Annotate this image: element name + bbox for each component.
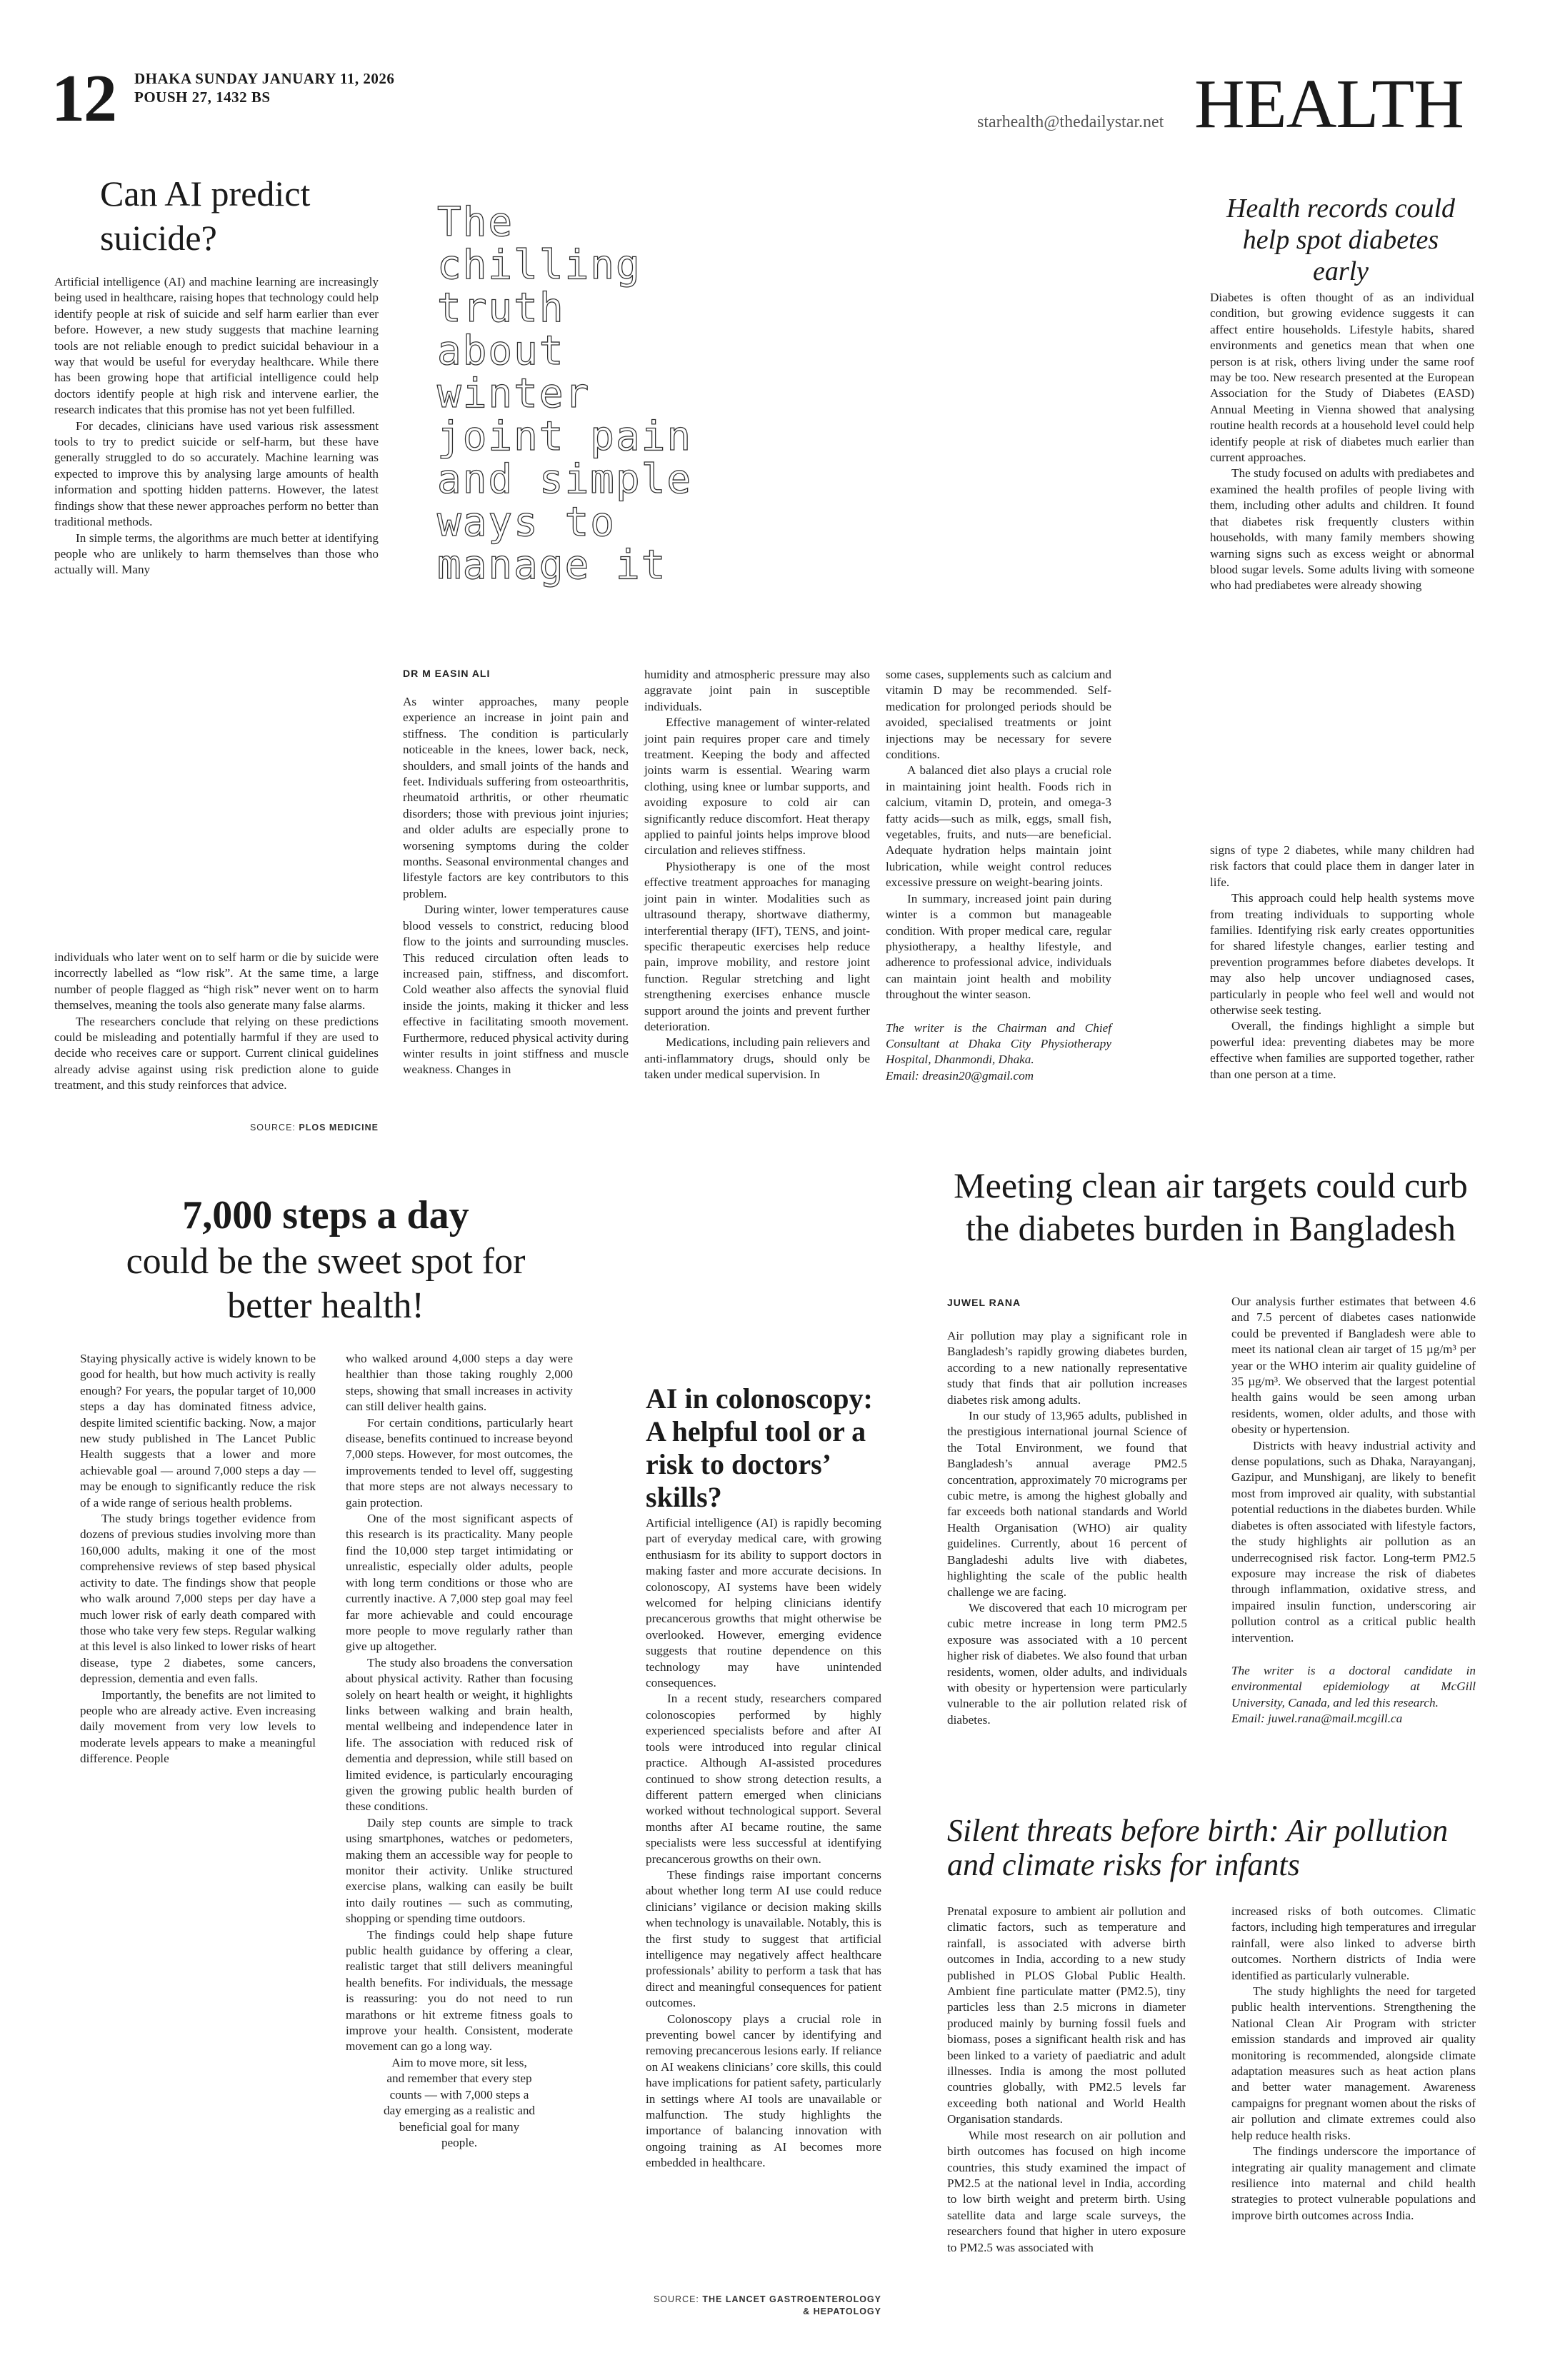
writer-note: The writer is a doctoral candidate in environmental epidemiology at McGill University, Canada, and led this research. bbox=[1231, 1663, 1476, 1709]
byline-clean-air: JUWEL RANA bbox=[947, 1297, 1021, 1308]
title-line: ways to bbox=[437, 499, 616, 546]
paragraph: The study focused on adults with prediabetes and examined the health profiles of people living with them, including other adults and children. It found that diabetes risk frequently clusters within households, with many family members showing warning signs such as excess weight or abnormal blood sugar levels. Some adults living with someone who had prediabetes were already showing bbox=[1210, 466, 1474, 593]
article-title-ai-suicide: Can AI predict suicide? bbox=[100, 174, 311, 258]
paragraph: The study also broadens the conversation about physical activity. Rather than focusing solely on heart health or weight, it highlights links between walking and brain health, mental wellbeing and independence later in life. The association with reduced risk of dementia and depression, while still based on limited evidence, is particularly encouraging given the growing public health burden of these conditions. bbox=[346, 1655, 573, 1814]
paragraph: This approach could help health systems move from treating individuals to supporting whole families. Identifying risk early creates opportunities for shared lifestyle changes, earlier testing and prevention programmes before diabetes develops. It may also help uncover undiagnosed cases, particularly in people who feel well and would not otherwise seek testing. bbox=[1210, 891, 1474, 1018]
article-body-ai-suicide-2 bbox=[54, 950, 379, 1094]
paragraph: The findings could help shape future public health guidance by offering a clear, realistic target that still delivers meaningful health benefits. For individuals, the message is reassuring: you do not need to run marathons or hit extreme fitness goals to improve your health. Consistent, moderate movement can go a long way. bbox=[346, 1927, 573, 2054]
paragraph: In our study of 13,965 adults, published in the prestigious international journal Science of the Total Environment, we found that Bangladesh’s annual average PM2.5 concentration, approximately 70 micrograms per cubic metre, is among the highest globally and far exceeds both national standards and World Health Organisation (WHO) air quality guidelines. Currently, about 16 percent of Bangladeshi adults live with diabetes, highlighting the scale of the public health challenge we are facing. bbox=[947, 1409, 1187, 1599]
paragraph-closing: Aim to move more, sit less, and remember that every step counts — with 7,000 steps a day emerging as a realistic and beneficial goal for many people. bbox=[383, 2055, 536, 2149]
date-line: DHAKA SUNDAY JANUARY 11, 2026 bbox=[134, 70, 395, 87]
title-line: chilling bbox=[437, 242, 641, 288]
paragraph: In summary, increased joint pain during winter is a common but manageable condition. With proper medical care, regular physiotherapy, a healthy lifestyle, and adherence to professional advice, individuals can maintain joint health and mobility throughout the winter season. bbox=[886, 891, 1111, 1002]
article-body-steps-col-2 bbox=[346, 1351, 573, 2151]
paragraph: The findings underscore the importance of integrating air quality management and climate resilience into maternal and child health strategies to protect vulnerable populations and improve birth outcomes across India. bbox=[1231, 2144, 1476, 2222]
paragraph: The study highlights the need for targeted public health interventions. Strengthening the National Clean Air Program with stricter emission standards and improved air quality monitoring is recommended, alongside climate adaptation measures such as heat action plans and better water management. Awareness campaigns for pregnant women about the risks of air pollution and climate extremes could also help reduce health risks. bbox=[1231, 1984, 1476, 2142]
article-title-winter-joint bbox=[437, 201, 766, 587]
paragraph: Our analysis further estimates that between 4.6 and 7.5 percent of diabetes cases nationwide could be prevented if Bangladesh were able to meet its national clean air target of 15 µg/m³ per year or the WHO interim air quality guideline of 35 µg/m³. We observed that the largest potential health gains would be seen among urban residents, women, older adults, and those with obesity or hypertension. bbox=[1231, 1295, 1476, 1437]
title-line: could be the sweet spot for better health! bbox=[126, 1241, 526, 1326]
article-body-winter-col-1 bbox=[403, 694, 629, 1078]
paragraph: Artificial intelligence (AI) is rapidly becoming part of everyday medical care, with growing enthusiasm for its ability to support doctors in making faster and more accurate decisions. In colonoscopy, AI systems have been widely welcomed for helping clinicians identify precancerous growths that might otherwise be overlooked. However, emerging evidence suggests that routine dependence on this technology may have unintended consequences. bbox=[646, 1516, 881, 1690]
paragraph: Districts with heavy industrial activity and dense populations, such as Dhaka, Narayanganj, Gazipur, and Munshiganj, are likely to benefit most from improved air quality, with substantial potential reductions in the diabetes burden. While diabetes is often associated with lifestyle factors, the study highlights air pollution as an underrecognised risk factor. Long-term PM2.5 exposure may increase the risk of diabetes through inflammation, oxidative stress, and impaired insulin function, underscoring air pollution control as a critical public health intervention. bbox=[1231, 1438, 1476, 1645]
section-email[interactable]: starhealth@thedailystar.net bbox=[977, 113, 1164, 131]
paragraph: A balanced diet also plays a crucial role in maintaining joint health. Foods rich in calcium, vitamin D, protein, and omega-3 fatty acids—such as milk, eggs, small fish, vegetables, fruits, and nuts—are beneficial. Adequate hydration helps maintain joint lubrication, while weight control reduces excessive pressure on weight-bearing joints. bbox=[886, 763, 1111, 890]
article-body-silent-col-1 bbox=[947, 1904, 1186, 2256]
article-body-silent-col-2 bbox=[1231, 1904, 1476, 2224]
paragraph: The study brings together evidence from dozens of previous studies involving more than 160,000 adults, making it one of the most comprehensive reviews of step based physical activity to date. The findings show that people who walk around 7,000 steps per day have a much lower risk of early death compared with those who take very few steps. Regular walking at this level is also linked to lower risks of heart disease, type 2 diabetes, some cancers, depression, dementia and even falls. bbox=[80, 1512, 316, 1686]
article-body-steps-col-1 bbox=[80, 1351, 316, 1767]
paragraph: These findings raise important concerns about whether long term AI use could reduce clinicians’ vigilance or decision making skills when technology is unavailable. Notably, this is the first study to suggest that artificial intelligence may negatively affect healthcare professionals’ ability to perform a task that has direct and meaningful consequences for patient outcomes. bbox=[646, 1867, 881, 2010]
paragraph: Staying physically active is widely known to be good for health, but how much activity is really enough? For years, the popular target of 10,000 steps a day has dominated fitness advice, despite limited scientific backing. Now, a major new study published in The Lancet Public Health suggests that a lower and more achievable goal — around 7,000 steps a day — may be enough to significantly reduce the risk of a wide range of serious health problems. bbox=[80, 1352, 316, 1510]
paragraph: Effective management of winter-related joint pain requires proper care and timely treatment. Keeping the body and affected joints warm is essential. Wearing warm clothing, using knee or lumbar supports, and avoiding exposure to cold air can significantly reduce discomfort. Heat therapy applied to painful joints helps improve blood circulation and relieves stiffness. bbox=[644, 715, 870, 858]
paragraph: For certain conditions, particularly heart disease, benefits continued to increase beyond 7,000 steps. However, for most outcomes, the improvements tended to level off, suggesting that more steps are not always necessary to gain protection. bbox=[346, 1415, 573, 1510]
paragraph: Importantly, the benefits are not limited to people who are already active. Even increasing daily movement from very low levels to moderate levels appears to make a meaningful difference. People bbox=[80, 1687, 316, 1766]
source-credit bbox=[646, 2294, 881, 2318]
title-line: about bbox=[437, 328, 565, 374]
source-label: SOURCE: bbox=[653, 2294, 699, 2304]
paragraph: Diabetes is often thought of as an individual condition, but growing evidence suggests it can affect entire households. Lifestyle habits, shared environments and genetics mean that when one person is at risk, others living under the same roof may be too. New research presented at the European Association for the Study of Diabetes (EASD) Annual Meeting in Vienna showed that analysing routine health records at a household level could help identify people at risk of diabetes much earlier than current approaches. bbox=[1210, 291, 1474, 465]
article-title-diabetes-records: Health records could help spot diabetes early bbox=[1226, 194, 1456, 286]
paragraph: signs of type 2 diabetes, while many children had risk factors that could place them in danger later in life. bbox=[1210, 843, 1474, 889]
paragraph: who walked around 4,000 steps a day were healthier than those taking roughly 2,000 steps, showing that small increases in activity can still deliver health gains. bbox=[346, 1352, 573, 1414]
paragraph: increased risks of both outcomes. Climatic factors, including high temperatures and irregular rainfall, were also linked to adverse birth outcomes. Northern districts of India were identified as particularly vulnerable. bbox=[1231, 1904, 1476, 1982]
title-line: truth bbox=[437, 285, 565, 331]
article-body-clean-air-col-2 bbox=[1231, 1294, 1476, 1727]
title-line-bold: 7,000 steps a day bbox=[182, 1193, 469, 1237]
source-name: THE LANCET GASTROENTEROLOGY & HEPATOLOGY bbox=[702, 2294, 881, 2316]
paragraph: Prenatal exposure to ambient air pollution and climatic factors, such as temperature and rainfall, is associated with adverse birth outcomes in India, according to a new study published in PLOS Global Public Health. Ambient fine particulate matter (PM2.5), tiny particles less than 2.5 microns in diameter produced mainly by burning fossil fuels and biomass, poses a significant health risk and has been linked to a variety of paediatric and adult illnesses. India is among the most polluted countries globally, with PM2.5 levels far exceeding both national and World Health Organisation standards. bbox=[947, 1904, 1186, 2127]
writer-email[interactable]: Email: juwel.rana@mail.mcgill.ca bbox=[1231, 1712, 1403, 1726]
paragraph: While most research on air pollution and birth outcomes has focused on high income countries, this study examined the impact of PM2.5 at the national level in India, according to low birth weight and preterm birth. Using satellite data and large scale surveys, the researchers found that higher in utero exposure to PM2.5 was associated with bbox=[947, 2128, 1186, 2254]
paragraph: We discovered that each 10 microgram per cubic metre increase in long term PM2.5 exposure was associated with a 10 percent higher risk of diabetes. We also found that urban residents, women, older adults, and individuals with obesity or hypertension were particularly vulnerable to the air pollution related risk of diabetes. bbox=[947, 1600, 1187, 1727]
article-body-colonoscopy bbox=[646, 1515, 881, 2171]
writer-note: The writer is the Chairman and Chief Consultant at Dhaka City Physiotherapy Hospital, Dhanmondi, Dhaka. bbox=[886, 1020, 1111, 1067]
page-number: 12 bbox=[51, 61, 116, 136]
article-body-winter-col-2 bbox=[644, 667, 870, 1083]
source-label: SOURCE: bbox=[249, 1123, 296, 1133]
paragraph: Colonoscopy plays a crucial role in preventing bowel cancer by identifying and removing precancerous lesions early. If reliance on AI weakens clinicians’ core skills, this could have implications for patient safety, particularly in settings where AI tools are unavailable or malfunction. The study highlights the importance of balancing innovation with ongoing training as AI becomes more embedded in healthcare. bbox=[646, 2012, 881, 2170]
title-line: The bbox=[437, 199, 514, 246]
title-line: joint pain bbox=[437, 413, 693, 460]
byline-winter-joint: DR M EASIN ALI bbox=[403, 668, 491, 679]
source-credit bbox=[54, 1123, 379, 1133]
title-line: and simple bbox=[437, 456, 693, 503]
paragraph: The researchers conclude that relying on these predictions could be misleading and potentially harmful if they are used to decide who receives care or support. Current clinical guidelines already advise against using risk prediction alone to guide treatment, and this study reinforces that advice. bbox=[54, 1014, 379, 1093]
paragraph: Artificial intelligence (AI) and machine learning are increasingly being used in healthcare, raising hopes that technology could help identify people at risk of suicide and self harm earlier than ever before. However, a new study suggests that machine learning tools are not reliable enough to predict suicidal behaviour in a way that would be useful for everyday healthcare. While there has been growing hope that artificial intelligence could help doctors identify people at high risk and intervene earlier, the research indicates that this promise has not yet been fulfilled. bbox=[54, 275, 379, 417]
title-line: manage it bbox=[437, 542, 667, 588]
paragraph: One of the most significant aspects of this research is its practicality. Many people find the 10,000 step target intimidating or unrealistic, especially older adults, people with long term conditions or those who are currently inactive. A 7,000 step goal may feel far more achievable and could encourage more people to move regularly rather than give up altogether. bbox=[346, 1512, 573, 1654]
paragraph: Air pollution may play a significant role in Bangladesh’s rapidly growing diabetes burden, according to a new nationally representative study that finds that air pollution increases diabetes risk among adults. bbox=[947, 1329, 1187, 1407]
date-line-bengali: POUSH 27, 1432 BS bbox=[134, 89, 271, 106]
paragraph: Daily step counts are simple to track using smartphones, watches or pedometers, making them an accessible way for people to monitor their activity. Unlike structured exercise plans, walking can easily be built into daily routines — such as commuting, shopping or spending time outdoors. bbox=[346, 1815, 573, 1926]
article-body-diabetes-col-1 bbox=[1210, 290, 1474, 594]
paragraph: individuals who later went on to self harm or die by suicide were incorrectly labelled as “low risk”. At the same time, a large number of people flagged as “high risk” never went on to harm themselves, meaning the tools also generate many false alarms. bbox=[54, 950, 379, 1013]
paragraph: Overall, the findings highlight a simple but powerful idea: preventing diabetes may be more effective when families are supported together, rather than one person at a time. bbox=[1210, 1019, 1474, 1081]
paragraph: As winter approaches, many people experience an increase in joint pain and stiffness. The condition is particularly noticeable in the knees, lower back, neck, shoulders, and small joints of the hands and feet. Individuals suffering from osteoarthritis, rheumatoid arthritis, or other rheumatic disorders; those with previous joint injuries; and older adults are especially prone to worsening symptoms during the colder months. Seasonal environmental changes and lifestyle factors are key contributors to this problem. bbox=[403, 695, 629, 900]
paragraph: some cases, supplements such as calcium and vitamin D may be recommended. Self-medication for prolonged periods should be avoided, specialised treatments or joint injections may be necessary for severe conditions. bbox=[886, 668, 1111, 762]
paragraph: Medications, including pain relievers and anti-inflammatory drugs, should only be taken under medical supervision. In bbox=[644, 1035, 870, 1082]
paragraph: humidity and atmospheric pressure may also aggravate joint pain in susceptible individuals. bbox=[644, 668, 870, 713]
writer-email[interactable]: Email: dreasin20@gmail.com bbox=[886, 1068, 1034, 1083]
article-title-clean-air: Meeting clean air targets could curb the diabetes burden in Bangladesh bbox=[954, 1165, 1468, 1248]
paragraph: In simple terms, the algorithms are much better at identifying people who are unlikely to harm themselves than those who actually will. Many bbox=[54, 531, 379, 577]
paragraph: In a recent study, researchers compared colonoscopies performed by highly experienced specialists before and after AI tools were introduced into regular clinical practice. Although AI-assisted procedures continued to show strong detection results, a different pattern emerged when clinicians worked without technological support. Several months after AI became routine, the same specialists were less successful at identifying precancerous growths on their own. bbox=[646, 1692, 881, 1866]
article-title-colonoscopy: AI in colonoscopy: A helpful tool or a risk to doctors’ skills? bbox=[646, 1382, 873, 1513]
article-body-clean-air-col-1 bbox=[947, 1328, 1187, 1728]
article-body-ai-suicide-1 bbox=[54, 274, 379, 578]
article-body-diabetes-col-2 bbox=[1210, 843, 1474, 1083]
section-title: HEALTH bbox=[1194, 66, 1464, 143]
paragraph: Physiotherapy is one of the most effective treatment approaches for managing joint pain in winter. Modalities such as ultrasound therapy, shortwave diathermy, interferential therapy (IFT), TENS, and joint-specific therapeutic exercises help reduce pain, improve mobility, and restore joint function. Regular stretching and light strengthening exercises enhance muscle support around the joints and prevent further deterioration. bbox=[644, 859, 870, 1033]
title-line: winter bbox=[437, 371, 591, 417]
article-body-winter-col-3 bbox=[886, 667, 1111, 1084]
paragraph: For decades, clinicians have used various risk assessment tools to try to predict suicide or self-harm, but these have generally struggled to do so accurately. Machine learning was expected to improve this by analysing large amounts of health information and spotting hidden patterns. However, the latest findings show that these newer approaches perform no better than traditional methods. bbox=[54, 418, 379, 529]
paragraph: During winter, lower temperatures cause blood vessels to constrict, reducing blood flow to the joints and surrounding muscles. This reduced circulation often leads to increased pain, stiffness, and discomfort. Cold weather also affects the synovial fluid inside the joints, making it thicker and less effective in facilitating smooth movement. Furthermore, reduced physical activity during winter results in joint stiffness and muscle weakness. Changes in bbox=[403, 903, 629, 1077]
article-title-steps bbox=[54, 1191, 597, 1328]
article-title-silent-threats: Silent threats before birth: Air pollution and climate risks for infants bbox=[947, 1813, 1449, 1882]
source-name: PLOS MEDICINE bbox=[299, 1123, 379, 1133]
